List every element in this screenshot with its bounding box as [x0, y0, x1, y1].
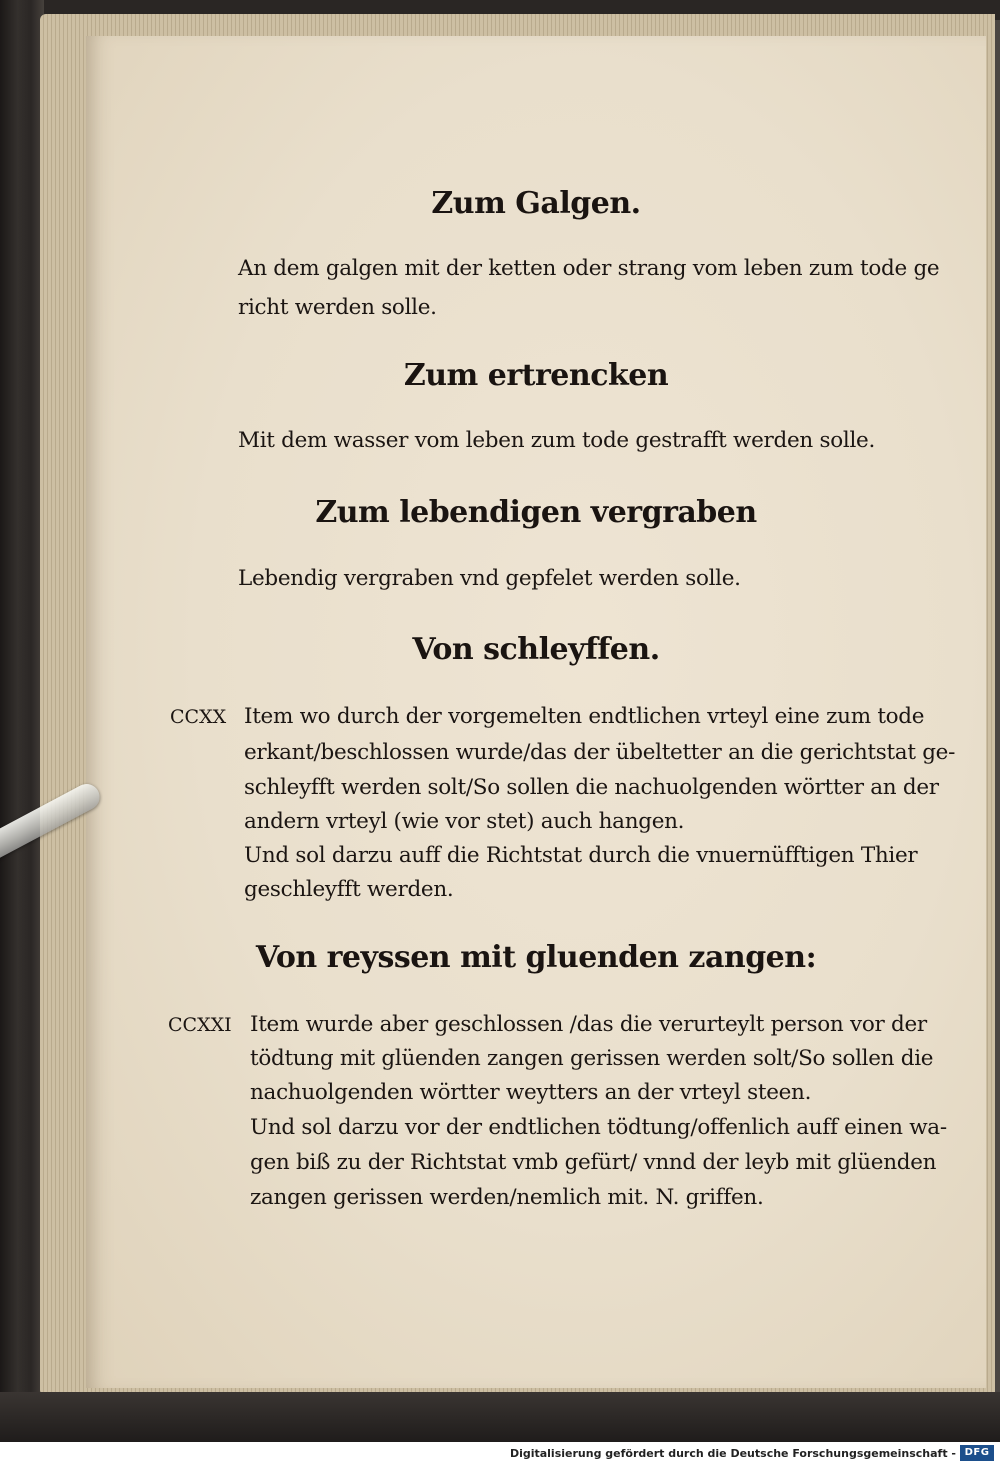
dfg-logo: DFG [960, 1445, 994, 1461]
text-line: tödtung mit glüenden zangen gerissen werden solt/So sollen die [250, 1046, 934, 1071]
heading-von-schleyffen: Von schleyffen. [412, 632, 660, 667]
text-line: andern vrteyl (wie vor stet) auch hangen. [244, 809, 685, 834]
text-line: Mit dem wasser vom leben zum tode gestrafft werden solle. [238, 428, 875, 453]
text-line: Item wurde aber geschlossen /das die verurteylt person vor der [250, 1012, 927, 1037]
heading-zum-lebendigen-vergraben: Zum lebendigen vergraben [315, 495, 757, 530]
text-line: geschleyfft werden. [244, 877, 454, 902]
text-line: erkant/beschlossen wurde/das der übeltetter an die gerichtstat ge- [244, 740, 956, 765]
book-cover-edge [0, 0, 44, 1442]
text-line: Und sol darzu auff die Richtstat durch die vnuernüfftigen Thier [244, 843, 918, 868]
heading-zum-galgen: Zum Galgen. [431, 186, 641, 221]
text-line: schleyfft werden solt/So sollen die nachuolgenden wörtter an der [244, 775, 939, 800]
text-line: zangen gerissen werden/nemlich mit. N. griffen. [250, 1185, 764, 1210]
text-line: Item wo durch der vorgemelten endtlichen vrteyl eine zum tode [244, 704, 925, 729]
heading-zum-ertrencken: Zum ertrencken [403, 358, 669, 393]
text-line: nachuolgenden wörtter weytters an der vrteyl steen. [250, 1080, 812, 1105]
heading-von-reyssen: Von reyssen mit gluenden zangen: [255, 940, 817, 975]
text-line: Und sol darzu vor der endtlichen tödtung/offenlich auff einen wa- [250, 1115, 947, 1140]
book-bottom-edge [0, 1392, 1000, 1442]
funding-credit: Digitalisierung gefördert durch die Deutsche Forschungsgemeinschaft - [509, 1447, 956, 1460]
article-number: CCXXI [168, 1014, 232, 1036]
text-line: Lebendig vergraben vnd gepfelet werden solle. [238, 566, 741, 591]
text-line: richt werden solle. [238, 295, 437, 320]
article-number: CCXX [170, 706, 227, 728]
text-line: An dem galgen mit der ketten oder strang vom leben zum tode ge [238, 256, 940, 281]
text-line: gen biß zu der Richtstat vmb gefürt/ vnnd der leyb mit glüenden [250, 1150, 937, 1175]
